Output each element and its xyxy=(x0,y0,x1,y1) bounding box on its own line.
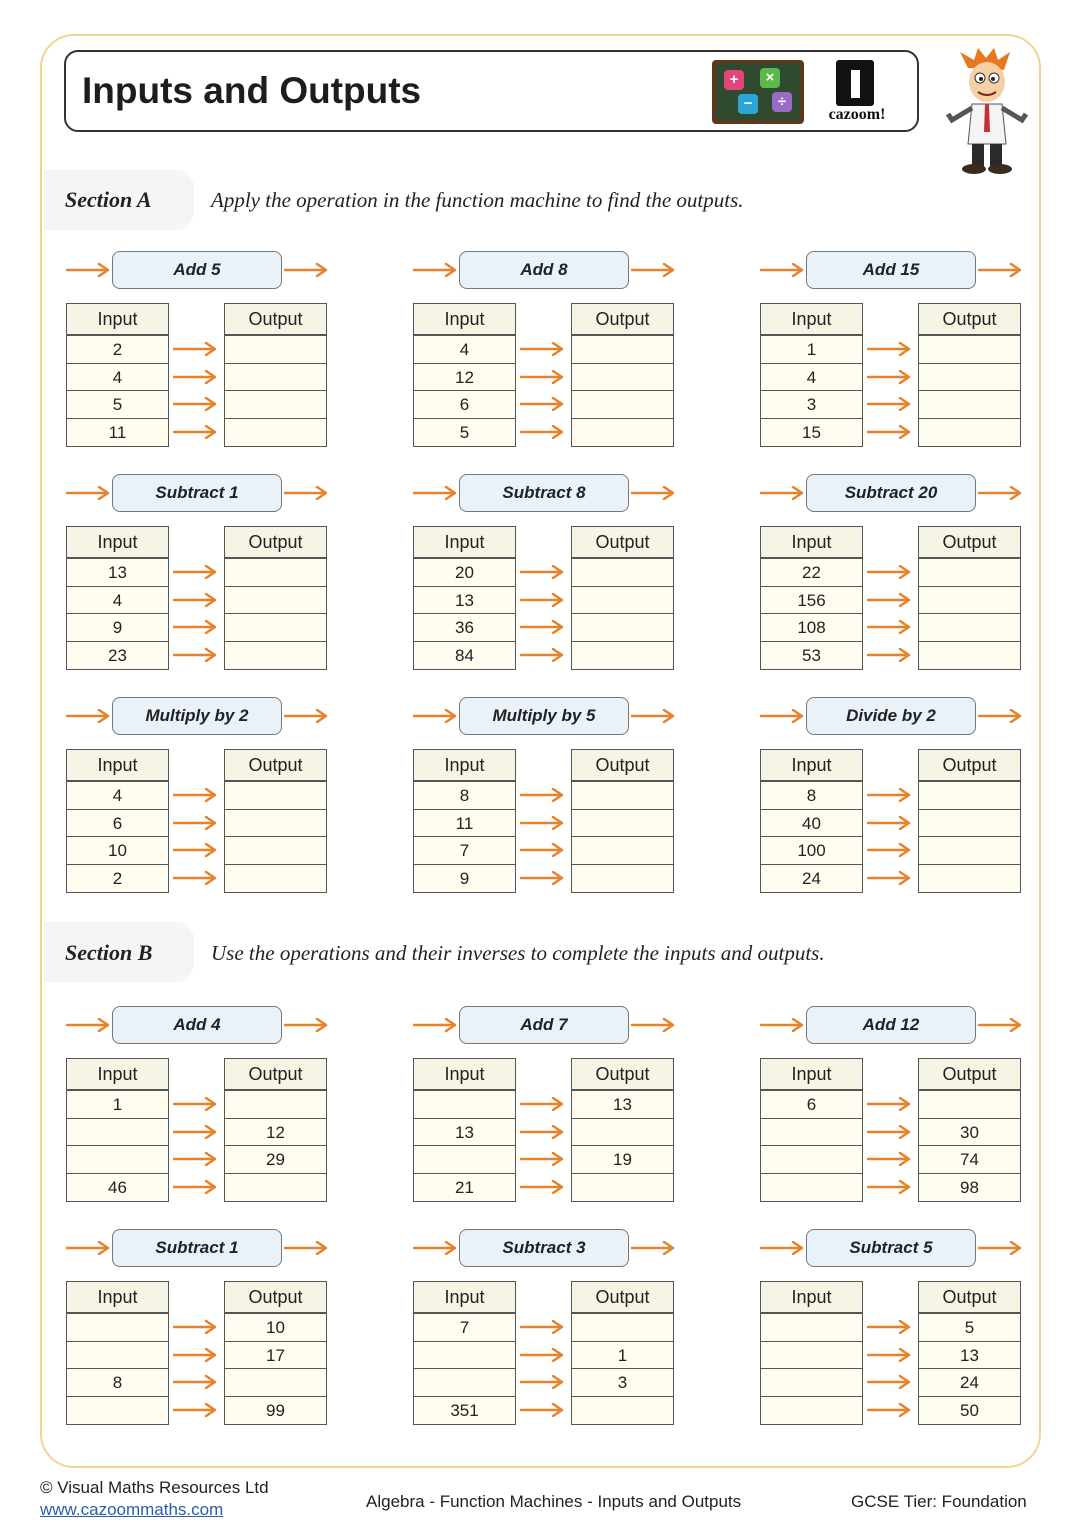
output-cell[interactable] xyxy=(918,781,1021,810)
input-header: Input xyxy=(760,303,863,335)
input-cell[interactable] xyxy=(413,1090,516,1119)
row-arrow-icon xyxy=(173,1403,217,1417)
input-cell[interactable] xyxy=(760,1313,863,1342)
input-cell[interactable]: 8 xyxy=(413,781,516,810)
row-arrow-icon xyxy=(867,788,911,802)
row-arrow-icon xyxy=(520,1348,564,1362)
operation-box: Add 15 xyxy=(806,251,976,289)
output-header: Output xyxy=(571,303,674,335)
input-cell[interactable]: 3 xyxy=(760,390,863,419)
input-cell[interactable]: 4 xyxy=(66,781,169,810)
row-arrow-icon xyxy=(520,788,564,802)
machine-out-arrow-icon xyxy=(284,1018,328,1032)
output-header: Output xyxy=(224,1058,327,1090)
output-cell[interactable] xyxy=(571,418,674,447)
times-icon: × xyxy=(760,68,780,88)
output-cell[interactable] xyxy=(571,586,674,615)
row-arrow-icon xyxy=(173,593,217,607)
row-arrow-icon xyxy=(520,1403,564,1417)
output-cell[interactable] xyxy=(224,781,327,810)
machine-in-arrow-icon xyxy=(760,263,804,277)
input-cell[interactable]: 4 xyxy=(413,335,516,364)
output-cell[interactable] xyxy=(571,558,674,587)
machine-in-arrow-icon xyxy=(413,1241,457,1255)
machine-out-arrow-icon xyxy=(978,486,1022,500)
input-cell[interactable]: 5 xyxy=(66,390,169,419)
machine-in-arrow-icon xyxy=(760,1018,804,1032)
copyright-text: © Visual Maths Resources Ltd xyxy=(40,1478,269,1497)
machine-in-arrow-icon xyxy=(760,486,804,500)
machine-in-arrow-icon xyxy=(760,1241,804,1255)
operation-box: Subtract 20 xyxy=(806,474,976,512)
input-header: Input xyxy=(760,1281,863,1313)
output-cell[interactable]: 98 xyxy=(918,1173,1021,1202)
output-cell[interactable] xyxy=(224,418,327,447)
output-cell[interactable] xyxy=(918,864,1021,893)
output-cell[interactable] xyxy=(224,558,327,587)
input-cell[interactable] xyxy=(413,1341,516,1370)
row-arrow-icon xyxy=(520,1152,564,1166)
output-cell[interactable] xyxy=(224,809,327,838)
input-cell[interactable]: 4 xyxy=(66,363,169,392)
input-cell[interactable]: 6 xyxy=(760,1090,863,1119)
output-header: Output xyxy=(224,749,327,781)
input-cell[interactable] xyxy=(413,1368,516,1397)
input-cell[interactable]: 13 xyxy=(413,1118,516,1147)
output-cell[interactable] xyxy=(571,641,674,670)
output-cell[interactable]: 12 xyxy=(224,1118,327,1147)
row-arrow-icon xyxy=(867,1320,911,1334)
output-cell[interactable] xyxy=(224,864,327,893)
section-a-instruction: Apply the operation in the function machine to find the outputs. xyxy=(211,188,744,212)
output-cell[interactable] xyxy=(571,864,674,893)
row-arrow-icon xyxy=(520,1320,564,1334)
operation-box: Add 12 xyxy=(806,1006,976,1044)
divide-icon: ÷ xyxy=(772,92,792,112)
input-cell[interactable]: 9 xyxy=(413,864,516,893)
minus-icon: − xyxy=(738,94,758,114)
output-cell[interactable] xyxy=(224,1090,327,1119)
row-arrow-icon xyxy=(867,1097,911,1111)
output-cell[interactable] xyxy=(918,586,1021,615)
output-cell[interactable] xyxy=(224,586,327,615)
row-arrow-icon xyxy=(173,1348,217,1362)
machine-out-arrow-icon xyxy=(284,263,328,277)
machine-in-arrow-icon xyxy=(66,263,110,277)
machine-out-arrow-icon xyxy=(631,1018,675,1032)
page-title: Inputs and Outputs xyxy=(82,70,422,111)
output-cell[interactable] xyxy=(571,1396,674,1425)
row-arrow-icon xyxy=(520,425,564,439)
input-cell[interactable]: 15 xyxy=(760,418,863,447)
row-arrow-icon xyxy=(173,620,217,634)
row-arrow-icon xyxy=(867,1403,911,1417)
output-header: Output xyxy=(918,526,1021,558)
output-header: Output xyxy=(571,749,674,781)
output-header: Output xyxy=(571,1058,674,1090)
input-cell[interactable]: 8 xyxy=(760,781,863,810)
input-cell[interactable]: 2 xyxy=(66,335,169,364)
operation-box: Multiply by 2 xyxy=(112,697,282,735)
output-cell[interactable]: 10 xyxy=(224,1313,327,1342)
row-arrow-icon xyxy=(520,871,564,885)
input-cell[interactable]: 8 xyxy=(66,1368,169,1397)
row-arrow-icon xyxy=(520,1375,564,1389)
plus-icon: + xyxy=(724,70,744,90)
input-cell[interactable]: 7 xyxy=(413,836,516,865)
topic-text: Algebra - Function Machines - Inputs and Outputs xyxy=(366,1492,742,1511)
output-cell[interactable] xyxy=(224,1173,327,1202)
input-cell[interactable]: 11 xyxy=(66,418,169,447)
input-cell[interactable]: 36 xyxy=(413,613,516,642)
output-cell[interactable] xyxy=(571,809,674,838)
machine-out-arrow-icon xyxy=(978,263,1022,277)
output-header: Output xyxy=(224,1281,327,1313)
row-arrow-icon xyxy=(173,1320,217,1334)
output-cell[interactable]: 74 xyxy=(918,1145,1021,1174)
input-cell[interactable]: 1 xyxy=(760,335,863,364)
output-cell[interactable] xyxy=(224,335,327,364)
input-cell[interactable]: 13 xyxy=(66,558,169,587)
input-cell[interactable]: 22 xyxy=(760,558,863,587)
row-arrow-icon xyxy=(867,1348,911,1362)
website-link[interactable]: www.cazoommaths.com xyxy=(40,1500,224,1519)
row-arrow-icon xyxy=(520,593,564,607)
output-cell[interactable] xyxy=(224,641,327,670)
output-cell[interactable] xyxy=(918,1090,1021,1119)
row-arrow-icon xyxy=(867,370,911,384)
row-arrow-icon xyxy=(173,1097,217,1111)
machine-in-arrow-icon xyxy=(413,709,457,723)
input-cell[interactable]: 10 xyxy=(66,836,169,865)
output-cell[interactable] xyxy=(224,1368,327,1397)
output-header: Output xyxy=(571,1281,674,1313)
input-header: Input xyxy=(413,303,516,335)
input-cell[interactable] xyxy=(66,1145,169,1174)
machine-out-arrow-icon xyxy=(284,709,328,723)
input-header: Input xyxy=(413,1281,516,1313)
row-arrow-icon xyxy=(520,1097,564,1111)
output-cell[interactable]: 50 xyxy=(918,1396,1021,1425)
output-header: Output xyxy=(224,303,327,335)
operation-box: Subtract 8 xyxy=(459,474,629,512)
output-cell[interactable] xyxy=(571,781,674,810)
output-cell[interactable] xyxy=(918,363,1021,392)
output-cell[interactable]: 5 xyxy=(918,1313,1021,1342)
output-cell[interactable]: 30 xyxy=(918,1118,1021,1147)
output-header: Output xyxy=(918,1058,1021,1090)
tier-text: GCSE Tier: Foundation xyxy=(851,1492,1027,1511)
output-cell[interactable]: 17 xyxy=(224,1341,327,1370)
machine-in-arrow-icon xyxy=(760,709,804,723)
output-cell[interactable] xyxy=(918,809,1021,838)
machine-out-arrow-icon xyxy=(978,1018,1022,1032)
operation-box: Subtract 1 xyxy=(112,1229,282,1267)
row-arrow-icon xyxy=(867,871,911,885)
row-arrow-icon xyxy=(520,843,564,857)
output-cell[interactable]: 3 xyxy=(571,1368,674,1397)
input-cell[interactable]: 5 xyxy=(413,418,516,447)
input-cell[interactable] xyxy=(66,1396,169,1425)
row-arrow-icon xyxy=(867,1152,911,1166)
machine-in-arrow-icon xyxy=(413,263,457,277)
row-arrow-icon xyxy=(173,1125,217,1139)
row-arrow-icon xyxy=(520,342,564,356)
row-arrow-icon xyxy=(867,1375,911,1389)
row-arrow-icon xyxy=(173,1180,217,1194)
machine-out-arrow-icon xyxy=(978,709,1022,723)
input-cell[interactable]: 7 xyxy=(413,1313,516,1342)
input-cell[interactable]: 6 xyxy=(413,390,516,419)
output-cell[interactable] xyxy=(224,613,327,642)
operation-box: Subtract 1 xyxy=(112,474,282,512)
machine-in-arrow-icon xyxy=(66,486,110,500)
input-cell[interactable] xyxy=(413,1145,516,1174)
operation-box: Add 7 xyxy=(459,1006,629,1044)
machine-out-arrow-icon xyxy=(631,1241,675,1255)
input-cell[interactable]: 46 xyxy=(66,1173,169,1202)
input-cell[interactable]: 13 xyxy=(413,586,516,615)
row-arrow-icon xyxy=(173,843,217,857)
section-b-label: Section B xyxy=(65,940,153,965)
row-arrow-icon xyxy=(173,370,217,384)
output-cell[interactable] xyxy=(571,1313,674,1342)
machine-in-arrow-icon xyxy=(413,1018,457,1032)
output-cell[interactable] xyxy=(571,335,674,364)
machine-in-arrow-icon xyxy=(66,1241,110,1255)
row-arrow-icon xyxy=(173,342,217,356)
input-cell[interactable]: 40 xyxy=(760,809,863,838)
machine-out-arrow-icon xyxy=(284,486,328,500)
input-cell[interactable] xyxy=(66,1118,169,1147)
output-cell[interactable] xyxy=(571,836,674,865)
row-arrow-icon xyxy=(520,1180,564,1194)
input-cell[interactable] xyxy=(760,1145,863,1174)
input-cell[interactable]: 351 xyxy=(413,1396,516,1425)
input-cell[interactable]: 156 xyxy=(760,586,863,615)
row-arrow-icon xyxy=(867,816,911,830)
operation-box: Add 4 xyxy=(112,1006,282,1044)
output-cell[interactable] xyxy=(918,390,1021,419)
output-cell[interactable]: 1 xyxy=(571,1341,674,1370)
output-cell[interactable] xyxy=(918,836,1021,865)
output-cell[interactable] xyxy=(918,613,1021,642)
row-arrow-icon xyxy=(867,648,911,662)
output-cell[interactable]: 13 xyxy=(918,1341,1021,1370)
output-cell[interactable] xyxy=(571,613,674,642)
input-cell[interactable] xyxy=(760,1118,863,1147)
output-cell[interactable]: 99 xyxy=(224,1396,327,1425)
maths-symbols-logo xyxy=(712,60,804,124)
output-header: Output xyxy=(224,526,327,558)
row-arrow-icon xyxy=(520,397,564,411)
input-cell[interactable]: 20 xyxy=(413,558,516,587)
output-cell[interactable]: 24 xyxy=(918,1368,1021,1397)
row-arrow-icon xyxy=(867,565,911,579)
output-cell[interactable]: 29 xyxy=(224,1145,327,1174)
operation-box: Divide by 2 xyxy=(806,697,976,735)
machine-out-arrow-icon xyxy=(284,1241,328,1255)
cazoom-logo xyxy=(816,58,898,128)
input-cell[interactable]: 11 xyxy=(413,809,516,838)
input-cell[interactable]: 23 xyxy=(66,641,169,670)
machine-in-arrow-icon xyxy=(66,1018,110,1032)
output-cell[interactable] xyxy=(224,390,327,419)
output-cell[interactable] xyxy=(571,1173,674,1202)
input-header: Input xyxy=(66,526,169,558)
output-header: Output xyxy=(918,303,1021,335)
row-arrow-icon xyxy=(173,788,217,802)
row-arrow-icon xyxy=(520,1125,564,1139)
input-cell[interactable]: 6 xyxy=(66,809,169,838)
input-cell[interactable] xyxy=(66,1341,169,1370)
mascot-character-icon xyxy=(944,48,1030,176)
input-cell[interactable] xyxy=(760,1396,863,1425)
row-arrow-icon xyxy=(173,816,217,830)
machine-out-arrow-icon xyxy=(631,263,675,277)
output-cell[interactable] xyxy=(571,390,674,419)
row-arrow-icon xyxy=(867,1180,911,1194)
output-header: Output xyxy=(571,526,674,558)
row-arrow-icon xyxy=(173,1375,217,1389)
input-header: Input xyxy=(66,303,169,335)
row-arrow-icon xyxy=(520,648,564,662)
input-header: Input xyxy=(413,1058,516,1090)
machine-out-arrow-icon xyxy=(631,486,675,500)
row-arrow-icon xyxy=(867,593,911,607)
input-cell[interactable]: 53 xyxy=(760,641,863,670)
row-arrow-icon xyxy=(173,397,217,411)
operation-box: Add 5 xyxy=(112,251,282,289)
operation-box: Subtract 3 xyxy=(459,1229,629,1267)
cazoom-mark-icon xyxy=(836,60,874,106)
row-arrow-icon xyxy=(867,1125,911,1139)
input-cell[interactable]: 100 xyxy=(760,836,863,865)
input-cell[interactable]: 2 xyxy=(66,864,169,893)
input-header: Input xyxy=(66,1281,169,1313)
row-arrow-icon xyxy=(520,565,564,579)
output-cell[interactable]: 13 xyxy=(571,1090,674,1119)
output-header: Output xyxy=(918,749,1021,781)
output-cell[interactable] xyxy=(571,1118,674,1147)
row-arrow-icon xyxy=(867,620,911,634)
input-cell[interactable]: 1 xyxy=(66,1090,169,1119)
machine-out-arrow-icon xyxy=(978,1241,1022,1255)
row-arrow-icon xyxy=(867,342,911,356)
machine-in-arrow-icon xyxy=(66,709,110,723)
machine-in-arrow-icon xyxy=(413,486,457,500)
row-arrow-icon xyxy=(867,843,911,857)
input-cell[interactable]: 9 xyxy=(66,613,169,642)
operation-box: Multiply by 5 xyxy=(459,697,629,735)
row-arrow-icon xyxy=(173,425,217,439)
row-arrow-icon xyxy=(173,565,217,579)
row-arrow-icon xyxy=(520,370,564,384)
input-cell[interactable]: 21 xyxy=(413,1173,516,1202)
input-cell[interactable] xyxy=(760,1368,863,1397)
row-arrow-icon xyxy=(173,1152,217,1166)
row-arrow-icon xyxy=(867,397,911,411)
operation-box: Add 8 xyxy=(459,251,629,289)
output-cell[interactable] xyxy=(918,418,1021,447)
operation-box: Subtract 5 xyxy=(806,1229,976,1267)
output-cell[interactable] xyxy=(571,363,674,392)
section-a-label: Section A xyxy=(65,187,152,212)
input-header: Input xyxy=(413,526,516,558)
input-cell[interactable] xyxy=(66,1313,169,1342)
row-arrow-icon xyxy=(520,816,564,830)
input-cell[interactable]: 4 xyxy=(66,586,169,615)
output-cell[interactable] xyxy=(224,836,327,865)
section-b-instruction: Use the operations and their inverses to complete the inputs and outputs. xyxy=(211,941,825,965)
input-cell[interactable]: 12 xyxy=(413,363,516,392)
input-cell[interactable]: 84 xyxy=(413,641,516,670)
row-arrow-icon xyxy=(520,620,564,634)
output-cell[interactable] xyxy=(918,641,1021,670)
output-header: Output xyxy=(918,1281,1021,1313)
output-cell[interactable] xyxy=(918,335,1021,364)
row-arrow-icon xyxy=(173,871,217,885)
input-cell[interactable]: 4 xyxy=(760,363,863,392)
input-header: Input xyxy=(760,1058,863,1090)
input-header: Input xyxy=(413,749,516,781)
input-header: Input xyxy=(760,526,863,558)
output-cell[interactable] xyxy=(224,363,327,392)
input-cell[interactable] xyxy=(760,1341,863,1370)
input-header: Input xyxy=(760,749,863,781)
row-arrow-icon xyxy=(173,648,217,662)
brand-name: cazoom! xyxy=(828,106,886,123)
machine-out-arrow-icon xyxy=(631,709,675,723)
output-cell[interactable] xyxy=(918,558,1021,587)
row-arrow-icon xyxy=(867,425,911,439)
input-cell[interactable]: 24 xyxy=(760,864,863,893)
input-header: Input xyxy=(66,749,169,781)
input-cell[interactable] xyxy=(760,1173,863,1202)
output-cell[interactable]: 19 xyxy=(571,1145,674,1174)
input-cell[interactable]: 108 xyxy=(760,613,863,642)
input-header: Input xyxy=(66,1058,169,1090)
